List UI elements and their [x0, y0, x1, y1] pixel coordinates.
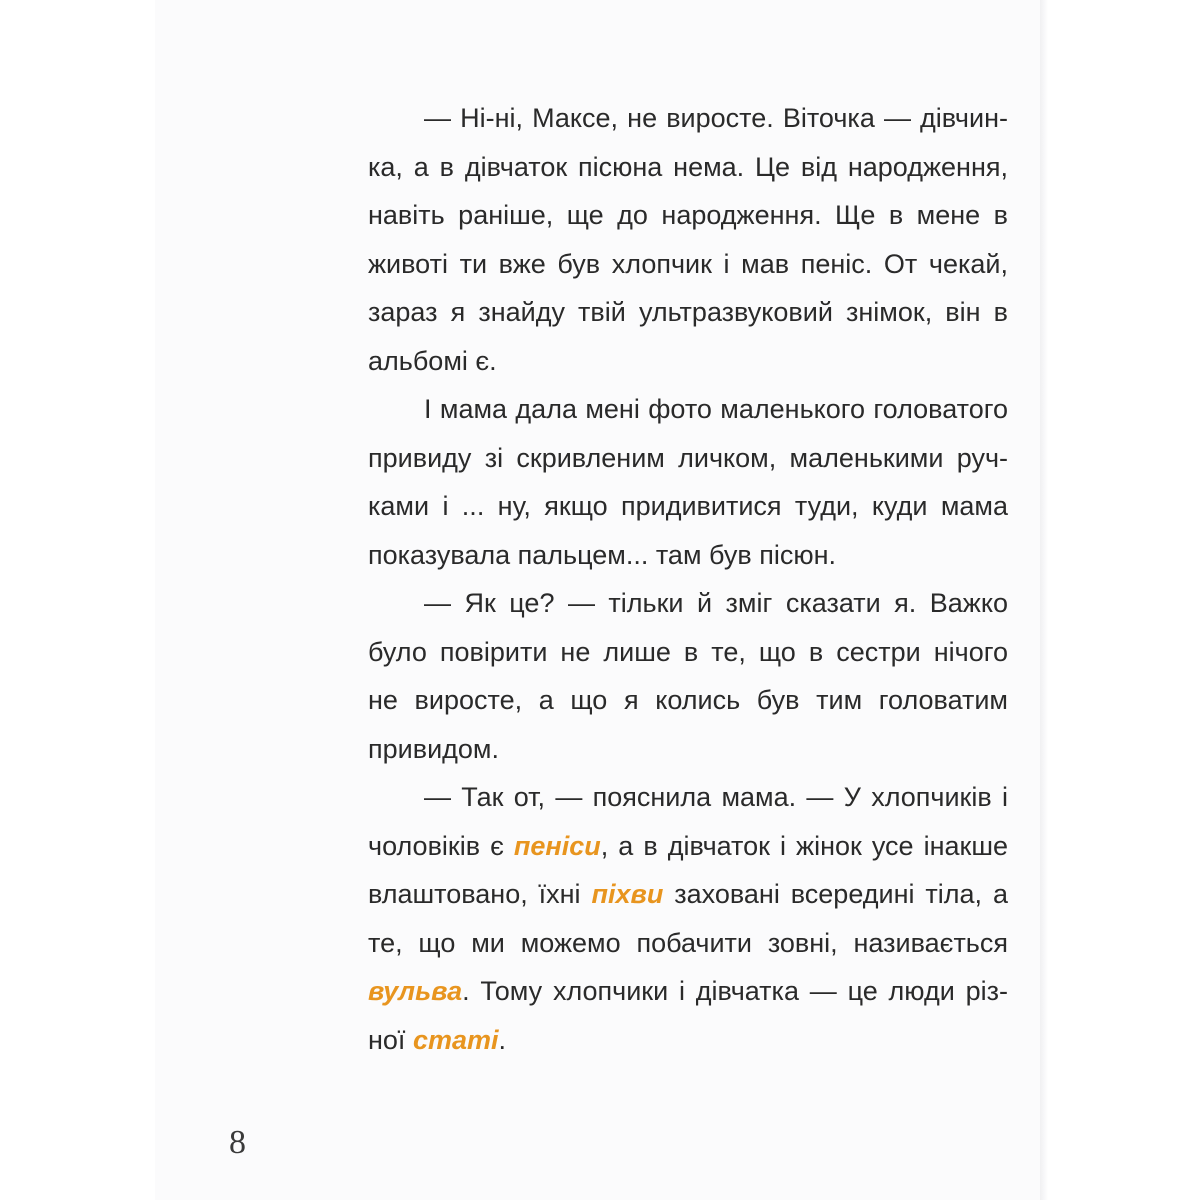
text-line: ка, а в дівчаток пісюна нема. Це від народження, [368, 151, 1008, 182]
page-edge [1040, 0, 1048, 1200]
term-sex: статі [412, 1024, 499, 1055]
text-line [368, 822, 1008, 871]
text-line: те, що ми можемо побачити зовні, називається [368, 927, 1008, 958]
text-fragment: влаштовано, їхні [368, 879, 592, 909]
text-line: ками і ... ну, якщо придивитися туди, куди мама [368, 491, 1008, 521]
text-line: животі ти вже був хлопчик і мав пеніс. От чекай, [368, 248, 1008, 279]
text-line: не виросте, а що я колись був тим головатим [368, 685, 1008, 715]
body-text [368, 94, 1008, 1064]
text-fragment: заховані всередині тіла, а [663, 879, 1008, 909]
text-fragment: , а в дівчаток і жінок усе інакше [600, 830, 1009, 861]
text-line: привиду зі скривленим личком, маленькими руч- [368, 442, 1008, 473]
text-line: навіть раніше, ще до народження. Ще в мене в [368, 200, 1008, 230]
text-line [368, 870, 1008, 919]
page-number: 8 [229, 1124, 246, 1161]
text-line: — Так от, — пояснила мама. — У хлопчиків і [424, 782, 1008, 812]
text-line: — Як це? — тільки й зміг сказати я. Важко [424, 588, 1008, 618]
term-vaginas: піхви [591, 879, 664, 909]
text-line: було повірити не лише в те, що в сестри нічого [368, 636, 1008, 667]
text-line [368, 967, 1008, 1016]
text-fragment: чоловіків є [368, 830, 514, 861]
text-line: І мама дала мені фото маленького головатого [424, 394, 1008, 424]
text-fragment: . [498, 1024, 507, 1055]
text-fragment: ної [368, 1024, 413, 1055]
text-line: альбомі є. [368, 345, 497, 376]
text-line: зараз я знайду твій ультразвуковий знімок, він в [368, 297, 1008, 327]
term-vulva: вульва [368, 976, 463, 1006]
text-fragment: . Тому хлопчики і дівчатка — це люди різ- [462, 976, 1008, 1006]
text-line: — Ні-ні, Максе, не виросте. Віточка — дівчин- [424, 103, 1008, 133]
text-line [368, 1016, 1008, 1065]
term-penises: пеніси [513, 830, 601, 861]
text-line: показувала пальцем... там був пісюн. [368, 539, 837, 570]
text-line: привидом. [368, 733, 499, 764]
